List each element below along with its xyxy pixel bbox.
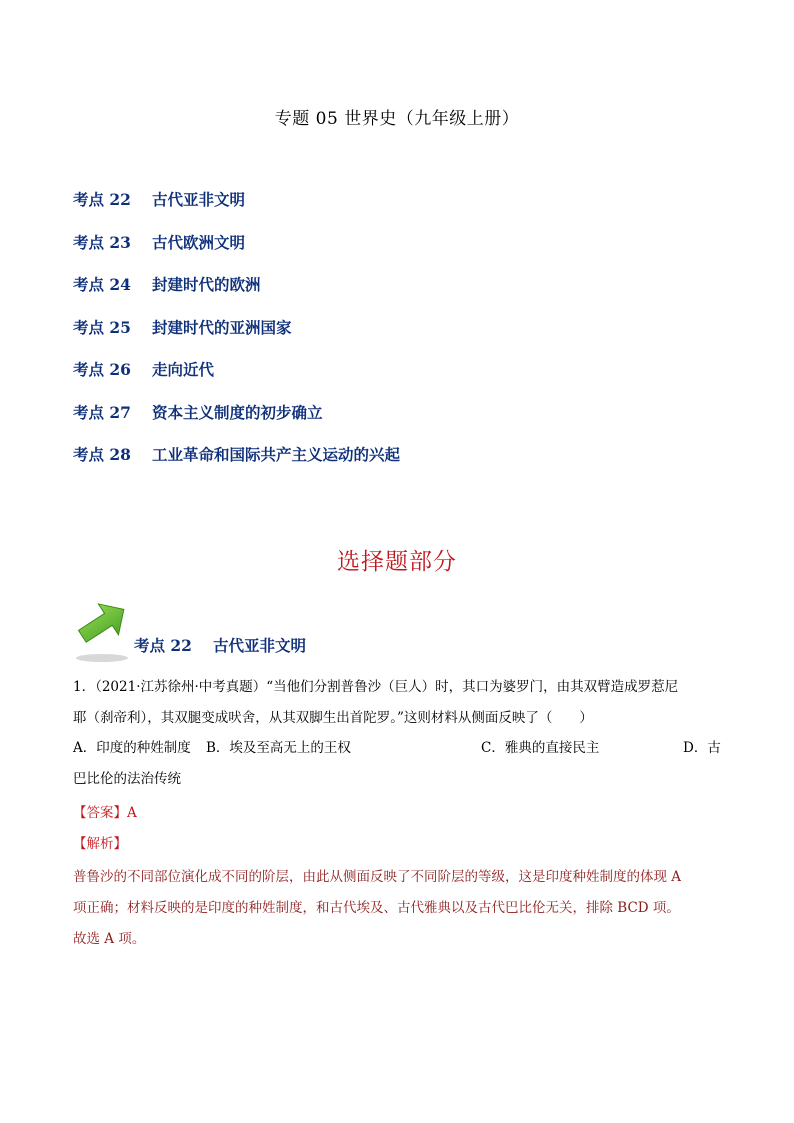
toc-item-number: 考点 26 xyxy=(73,360,131,379)
topic-heading xyxy=(134,634,306,656)
toc-item-number: 考点 27 xyxy=(73,402,131,422)
document-title: 专题 05 世界史（九年级上册） xyxy=(274,109,520,129)
option-d-continued: 巴比伦的法治传统 xyxy=(73,771,181,787)
question-stem-line-1: 1．（2021·江苏徐州·中考真题）“当他们分割普鲁沙（巨人）时，其口为婆罗门，由其双臂造成罗惹尼 xyxy=(73,679,679,695)
analysis-line: 普鲁沙的不同部位演化成不同的阶层，由此从侧面反映了不同阶层的等级，这是印度种姓制度的体现 A xyxy=(73,869,682,885)
toc-item-label: 资本主义制度的初步确立 xyxy=(152,402,323,422)
toc-item-number: 考点 22 xyxy=(73,190,131,209)
toc-item-number: 考点 23 xyxy=(73,232,131,252)
answer-text: 【答案】A xyxy=(73,805,137,821)
analysis-label: 【解析】 xyxy=(73,836,127,852)
option-a: A．印度的种姓制度 xyxy=(73,740,191,756)
topic-label: 古代亚非文明 xyxy=(213,636,307,655)
question-stem-line-2: 耶（刹帝利），其双腿变成吠舍，从其双脚生出首陀罗。”这则材料从侧面反映了（ ） xyxy=(73,710,593,726)
analysis-line: 故选 A 项。 xyxy=(73,931,146,947)
topic-number: 考点 22 xyxy=(134,636,192,655)
toc-item-label: 走向近代 xyxy=(152,360,215,379)
option-b: B．埃及至高无上的王权 xyxy=(206,740,351,756)
option-d: D．古 xyxy=(683,740,721,756)
analysis-text xyxy=(73,862,753,955)
toc-item-number: 考点 28 xyxy=(73,445,131,464)
option-c: C．雅典的直接民主 xyxy=(481,740,600,756)
toc-item xyxy=(73,231,400,274)
topic-list xyxy=(73,188,400,486)
analysis-line: 项正确；材料反映的是印度的种姓制度，和古代埃及、古代雅典以及古代巴比伦无关，排除 BCD 项。 xyxy=(73,900,680,916)
green-arrow-icon xyxy=(72,594,134,664)
toc-item-label: 古代欧洲文明 xyxy=(152,232,246,252)
toc-item xyxy=(73,188,400,231)
toc-item-label: 工业革命和国际共产主义运动的兴起 xyxy=(152,445,401,464)
toc-item-number: 考点 24 xyxy=(73,275,131,294)
toc-item xyxy=(73,443,400,486)
toc-item-label: 封建时代的欧洲 xyxy=(152,275,261,294)
toc-item xyxy=(73,358,400,401)
toc-item xyxy=(73,273,400,316)
section-heading: 选择题部分 xyxy=(337,549,457,575)
toc-item-number: 考点 25 xyxy=(73,317,131,337)
toc-item xyxy=(73,401,400,444)
toc-item-label: 古代亚非文明 xyxy=(152,190,246,209)
toc-item-label: 封建时代的亚洲国家 xyxy=(152,317,292,337)
toc-item xyxy=(73,316,400,359)
